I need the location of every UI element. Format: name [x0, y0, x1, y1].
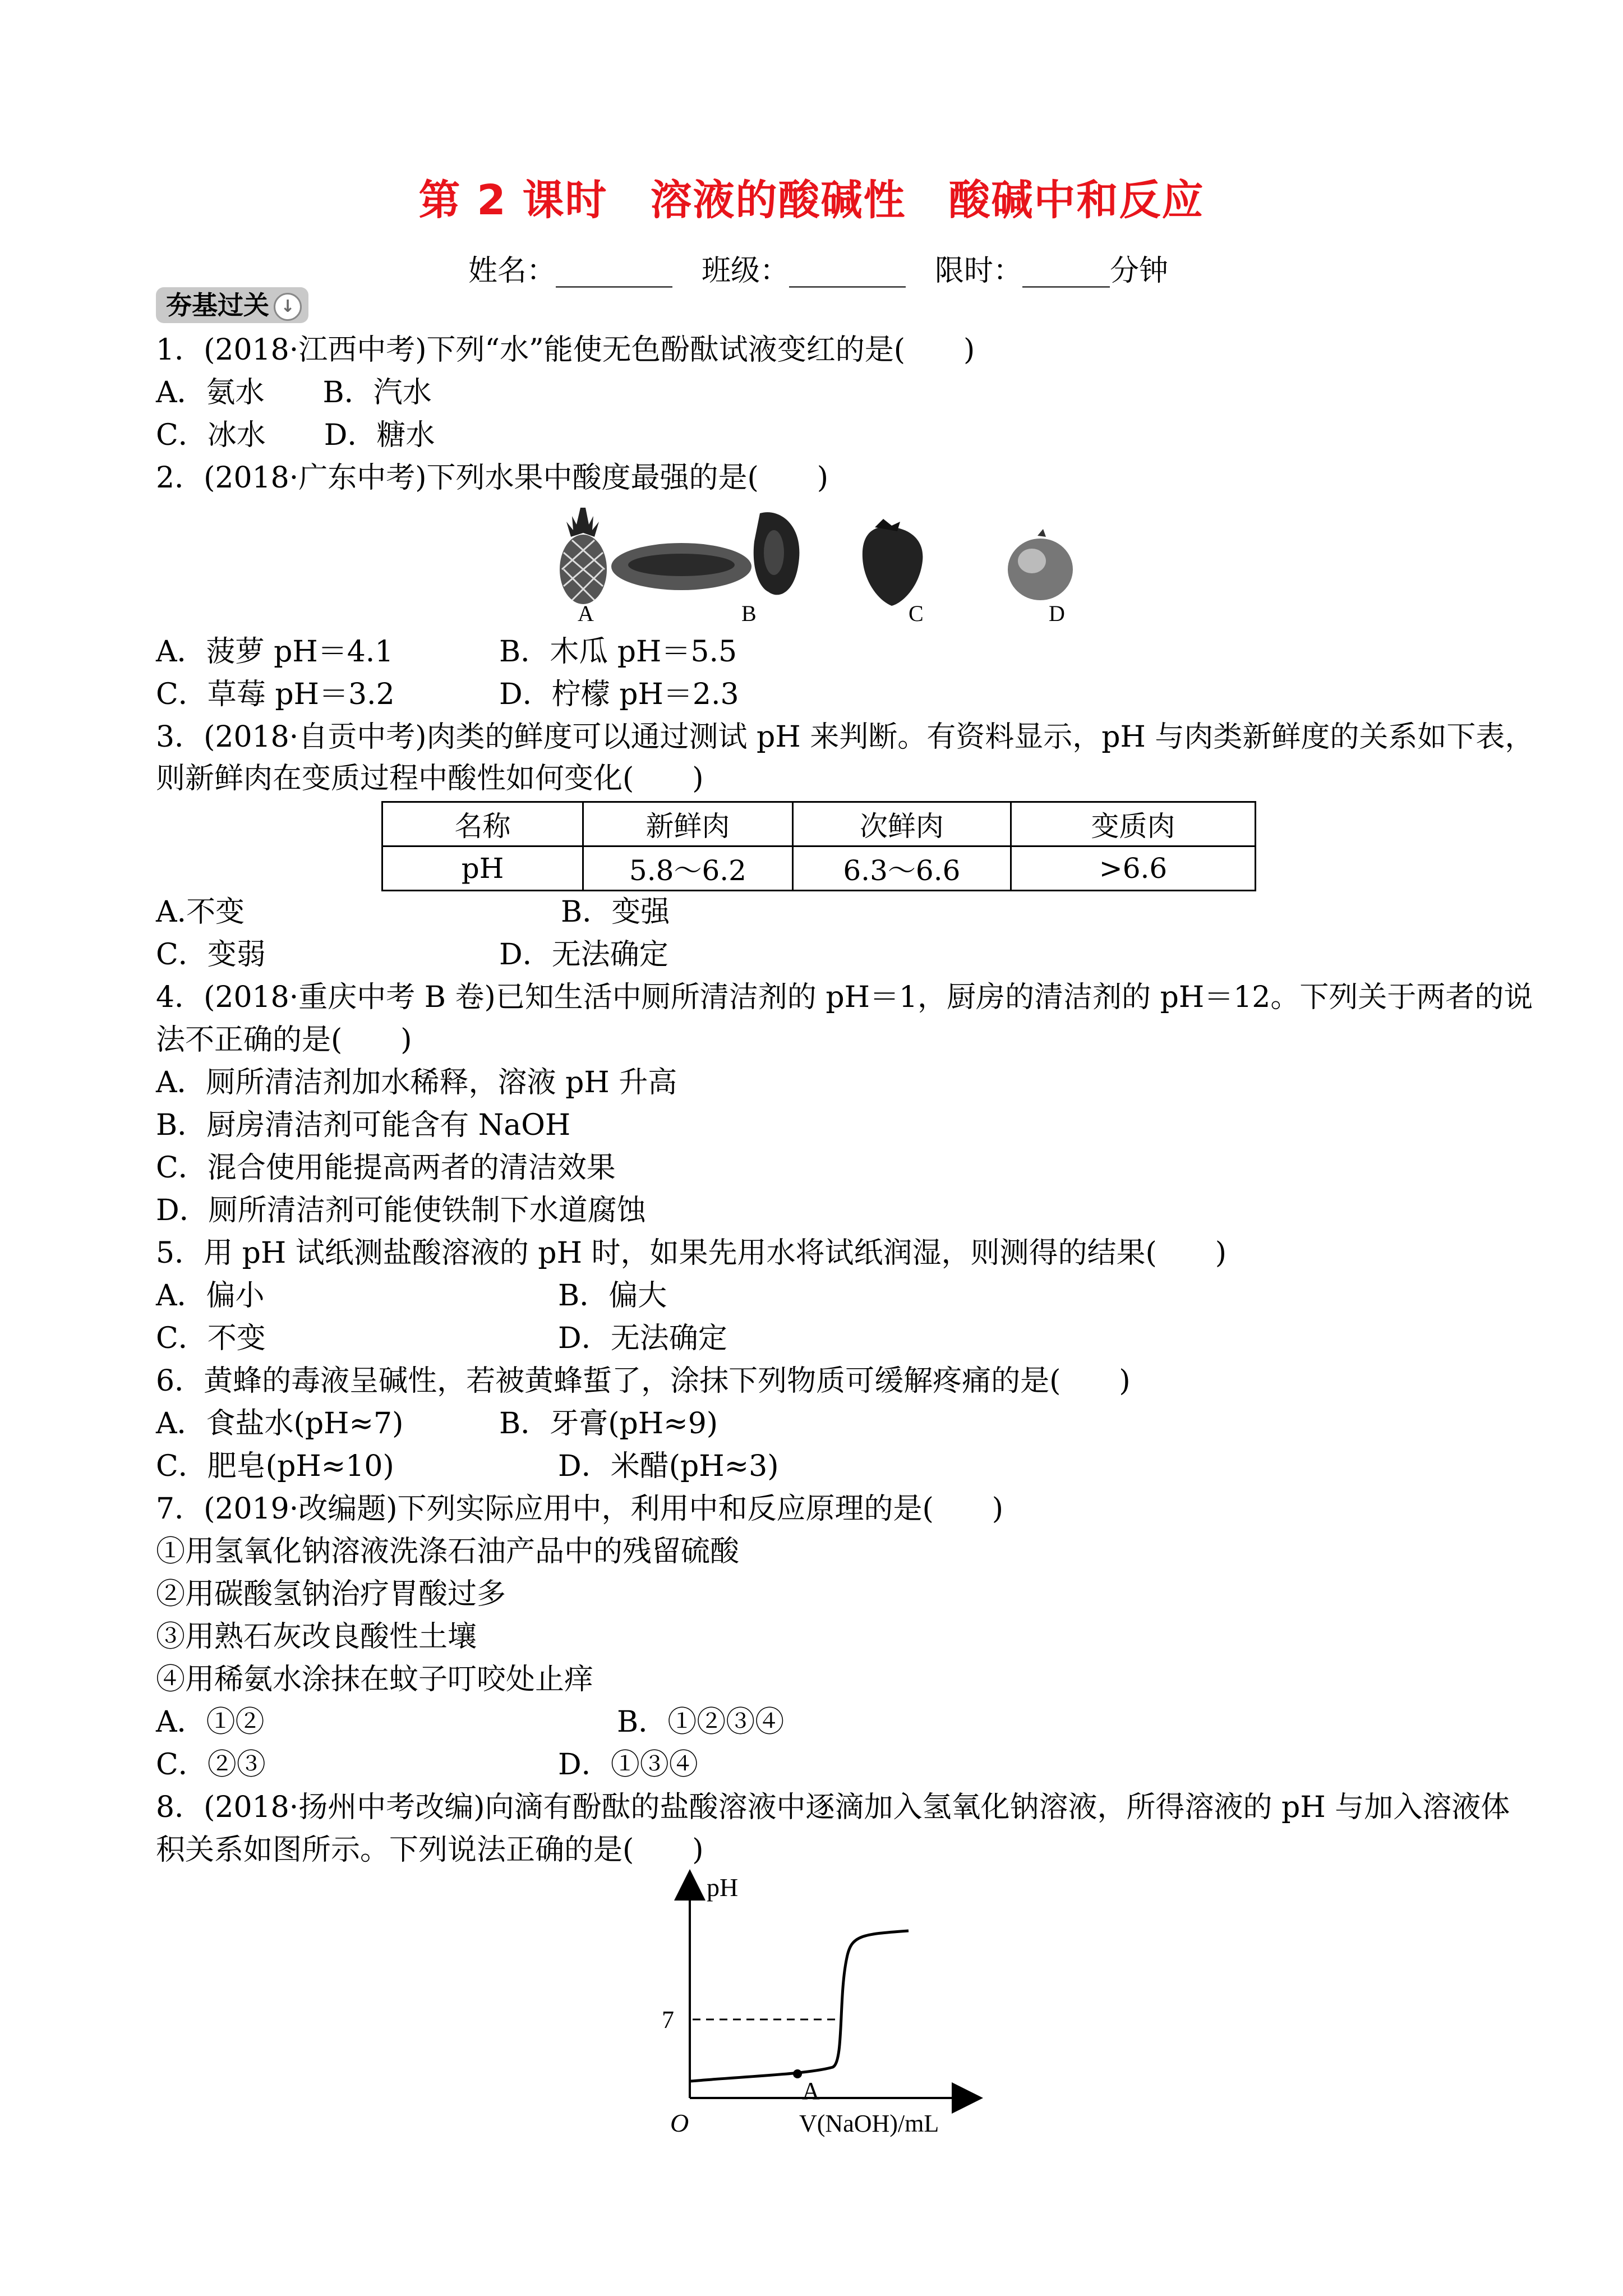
question-7-option-d: D．①③④ [558, 1748, 698, 1782]
table-header-cell: 变质肉 [1011, 802, 1256, 846]
question-3-stem-line-2: 则新鲜肉在变质过程中酸性如何变化( ) [156, 762, 704, 795]
figure-label-c: C [909, 601, 924, 626]
question-4-option-c: C．混合使用能提高两者的清洁效果 [156, 1151, 616, 1185]
question-7-item-4: ④用稀氨水涂抹在蚊子叮咬处止痒 [156, 1663, 594, 1696]
table-cell: 6.3～6.6 [792, 846, 1011, 891]
question-3-option-a: A.不变 [156, 895, 245, 929]
question-2-stem: 2．(2018·广东中考)下列水果中酸度最强的是( ) [156, 461, 829, 495]
question-7-option-b: B．①②③④ [617, 1705, 785, 1739]
page-title: 第 2 课时 溶液的酸碱性 酸碱中和反应 [418, 176, 1205, 224]
table-header-cell: 次鲜肉 [792, 802, 1011, 846]
x-axis-label: V(NaOH)/mL [799, 2110, 939, 2137]
y-tick-label-7: 7 [662, 2006, 674, 2033]
origin-label: O [670, 2109, 689, 2137]
question-2-option-c: C．草莓 pH＝3.2 [156, 678, 395, 711]
down-arrow-icon: ↓ [274, 293, 302, 321]
question-5-option-c: C．不变 [156, 1322, 266, 1355]
question-5-option-d: D．无法确定 [558, 1322, 727, 1355]
table-header-row [382, 802, 1256, 846]
lemon-image [1008, 529, 1073, 600]
question-5-option-a: A．偏小 [156, 1279, 265, 1313]
section-badge [156, 287, 308, 323]
question-7-option-a: A．①② [156, 1705, 265, 1739]
question-1-stem: 1．(2018·江西中考)下列“水”能使无色酚酞试液变红的是( ) [156, 333, 975, 367]
table-cell: 5.8～6.2 [583, 846, 793, 891]
table-cell: >6.6 [1011, 846, 1256, 891]
student-info-line: 姓名：________ 班级：________ 限时：______分钟 [468, 254, 1169, 288]
table-header-cell: 新鲜肉 [583, 802, 793, 846]
question-2-option-a: A．菠萝 pH＝4.1 [156, 635, 394, 669]
figure-label-a: A [578, 601, 594, 626]
question-3-option-b: B．变强 [561, 895, 670, 929]
question-6-stem: 6．黄蜂的毒液呈碱性，若被黄蜂蜇了，涂抹下列物质可缓解疼痛的是( ) [156, 1364, 1131, 1398]
papaya-image [611, 512, 799, 595]
question-6-option-b: B．牙膏(pH≈9) [499, 1407, 718, 1441]
question-3-option-c: C．变弱 [156, 938, 266, 972]
figure-label-b: B [741, 601, 757, 626]
pineapple-image [560, 508, 607, 604]
table-cell: pH [382, 846, 583, 891]
question-6-option-c: C．肥皂(pH≈10) [156, 1450, 394, 1483]
question-7-stem: 7．(2019·改编题)下列实际应用中，利用中和反应原理的是( ) [156, 1492, 1004, 1526]
question-3-stem-line-1: 3．(2018·自贡中考)肉类的鲜度可以通过测试 pH 来判断。有资料显示，pH 与肉类新鲜度的关系如下表， [156, 720, 1534, 754]
question-4-option-d: D．厕所清洁剂可能使铁制下水道腐蚀 [156, 1194, 646, 1227]
question-2-option-b: B．木瓜 pH＝5.5 [499, 635, 737, 669]
ph-freshness-table [381, 801, 1256, 891]
question-6-option-a: A．食盐水(pH≈7) [156, 1407, 404, 1441]
question-3-option-d: D．无法确定 [499, 938, 668, 972]
section-badge-label: 夯基过关 [166, 290, 269, 320]
question-7-item-3: ③用熟石灰改良酸性土壤 [156, 1620, 477, 1654]
question-5-option-b: B．偏大 [558, 1279, 667, 1313]
question-4-stem-line-2: 法不正确的是( ) [156, 1023, 412, 1057]
titration-chart [639, 1868, 987, 2160]
point-a-label: A [802, 2077, 820, 2105]
question-6-option-d: D．米醋(pH≈3) [558, 1450, 779, 1483]
question-8-stem-line-1: 8．(2018·扬州中考改编)向滴有酚酞的盐酸溶液中逐滴加入氢氧化钠溶液，所得溶液的 pH 与加入溶液体 [156, 1791, 1510, 1824]
question-7-item-2: ②用碳酸氢钠治疗胃酸过多 [156, 1577, 506, 1611]
question-8-stem-line-2: 积关系如图所示。下列说法正确的是( ) [156, 1833, 704, 1867]
question-1-options-row-2: C．冰水 D．糖水 [156, 418, 435, 452]
question-7-option-c: C．②③ [156, 1748, 266, 1782]
titration-curve [691, 1931, 909, 2081]
question-4-option-a: A．厕所清洁剂加水稀释，溶液 pH 升高 [156, 1066, 677, 1099]
question-1-options-row-1: A．氨水 B．汽水 [156, 376, 432, 409]
fruit-figure [538, 502, 1099, 631]
table-row [382, 846, 1256, 891]
table-header-cell: 名称 [382, 802, 583, 846]
question-4-option-b: B．厨房清洁剂可能含有 NaOH [156, 1108, 571, 1142]
question-2-option-d: D．柠檬 pH＝2.3 [499, 678, 739, 711]
strawberry-image [863, 519, 923, 606]
question-4-stem-line-1: 4．(2018·重庆中考 B 卷)已知生活中厕所清洁剂的 pH＝1，厨房的清洁剂的 pH＝12。下列关于两者的说 [156, 981, 1533, 1014]
figure-label-d: D [1049, 601, 1065, 626]
y-axis-label: pH [707, 1873, 739, 1902]
question-5-stem: 5．用 pH 试纸测盐酸溶液的 pH 时，如果先用水将试纸润湿，则测得的结果( ) [156, 1236, 1227, 1270]
question-7-item-1: ①用氢氧化钠溶液洗涤石油产品中的残留硫酸 [156, 1535, 740, 1568]
point-a-marker [793, 2069, 802, 2078]
